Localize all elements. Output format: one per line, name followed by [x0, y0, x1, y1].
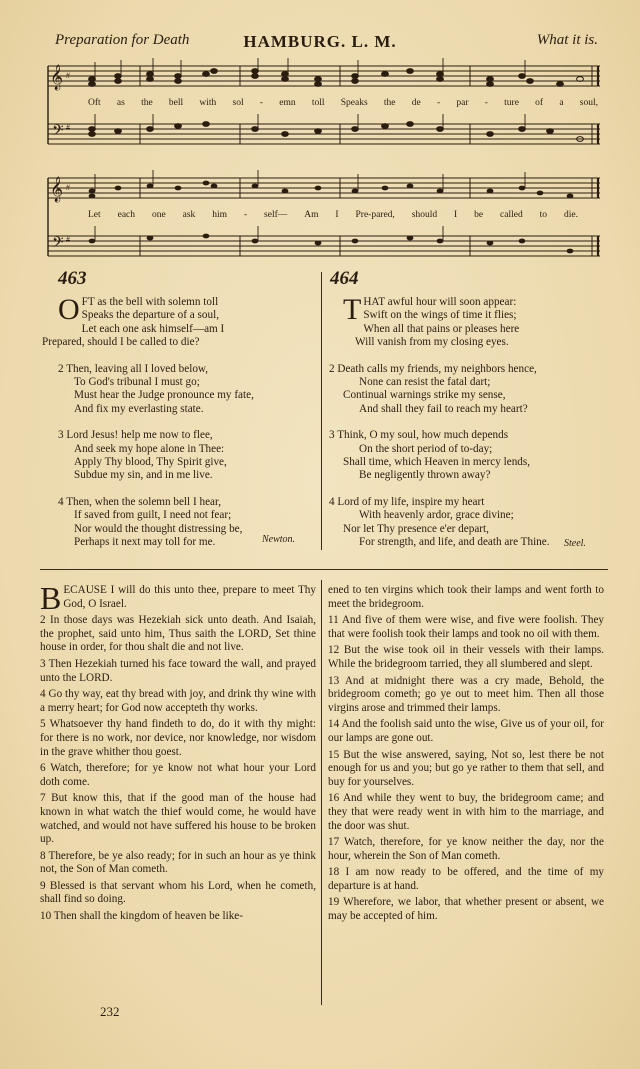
staff-lines-treble-2	[48, 178, 600, 198]
bass-clef-icon: 𝄢	[52, 234, 64, 254]
tune-title: HAMBURG. L. M.	[243, 32, 397, 51]
reading-left-column: BECAUSE I will do this unto thee, prepare to meet Thy God, O Israel. 2 In those days was Hezekiah sick unto death. And Isaiah, the prophet, said unto him, Thus saith the LORD, Set thine house in order, for thou shalt die and not live. 3 Then Hezekiah turned his face toward the wall, and prayed unto the LORD. 4 Go thy way, eat thy bread with joy, and drink thy wine with a merry heart; for God now accepteth thy works. 5 Whatsoever thy hand findeth to do, do it with thy might: for there is no work, nor device, nor knowledge, nor wisdom in the grave whither thou goest. 6 Watch, therefore; for ye know not what hour your Lord doth come. 7 But know this, that if the good man of the house had known in what watch the thief would come, he would have watched, and would not have suffered his house to be broken up. 8 Therefore, be ye also ready; for in such an hour as ye think not, the Son of Man cometh. 9 Blessed is that servant whom his Lord, when he cometh, shall find so doing. 10 Then shall the kingdom of heaven be like-	[40, 580, 316, 923]
svg-text:#: #	[66, 123, 70, 132]
lyric-syllable: Let	[88, 210, 101, 220]
lyric-syllable: one	[151, 210, 166, 220]
lyric-syllable: de	[411, 98, 421, 108]
stems-1	[95, 58, 525, 129]
lyric-syllable: -	[484, 98, 488, 108]
column-divider-reading	[321, 580, 322, 1005]
lyric-syllable: soul,	[579, 98, 598, 108]
hymn-number-463: 463	[58, 268, 87, 289]
lyric-syllable: par	[456, 98, 469, 108]
lyric-syllable: with	[199, 98, 217, 108]
lyric-syllable: called	[500, 210, 523, 220]
lyric-syllable: -	[259, 98, 264, 108]
lyric-syllable: the	[141, 98, 153, 108]
lyric-syllable: Speaks	[340, 98, 368, 108]
svg-text:#: #	[66, 183, 70, 192]
hymn-number-464: 464	[330, 268, 359, 289]
lyric-syllable: a	[559, 98, 564, 108]
lyric-syllable: Pre-pared,	[355, 210, 395, 220]
staff-lines-bass-1	[48, 124, 600, 144]
lyric-syllable: -	[436, 98, 441, 108]
hymn-463-text: O FT as the bell with solemn toll Speaks the departure of a soul, Let each one ask himself—am I Prepared, should I be called to die? 2 Then, leaving all I loved below, To God's tribunal I must go; Must hear the Judge pronounce my fate, And fix my everlasting state. 3 Lord Jesus! help me now to flee, And seek my hope alone in Thee: Apply Thy blood, Thy Spirit give, Subdue my sin, and in me live. 4 Then, when the solemn bell I hear, If saved from guilt, I need not fear; Nor would the thought distressing be, Perhaps it next may toll for me.	[42, 293, 254, 549]
drop-cap: B	[40, 580, 62, 616]
reading-right-column: ened to ten virgins which took their lamps and went forth to meet the bridegroom. 11 And five of them were wise, and five were foolish. They that were foolish took their lamps and took no oil with them. 12 But the wise took oil in their vessels with their lamps. While the bridegroom tarried, they all slumbered and slept. 13 And at midnight there was a cry made, Behold, the bridegroom cometh; go ye out to meet him. Then all those virgins arose and trimmed their lamps. 14 And the foolish said unto the wise, Give us of your oil, for our lamps are gone out. 15 But the wise answered, saying, Not so, lest there be not enough for us and you; but go ye rather to them that sell, and buy for yourselves. 16 And while they went to buy, the bridegroom came; and they that were ready went in with him to the marriage, and the door was shut. 17 Watch, therefore, for ye know neither the day, nor the hour, wherein the Son of Man cometh. 18 I am now ready to be offered, and the time of my departure is at hand. 19 Wherefore, we labor, that whether present or absent, we may be accepted of him.	[328, 584, 604, 923]
page-number: 232	[100, 1004, 120, 1019]
lyric-syllable: die.	[564, 210, 578, 220]
lyric-syllable: ture	[504, 98, 519, 108]
lyric-syllable: self—	[264, 210, 288, 220]
author-steel: Steel.	[564, 538, 586, 549]
svg-text:#: #	[66, 71, 70, 80]
lyric-syllable: emn	[279, 98, 296, 108]
lyric-syllable: sol	[232, 98, 244, 108]
lyric-syllable: each	[117, 210, 136, 220]
lyric-syllable: bell	[168, 98, 184, 108]
lyric-syllable: of	[535, 98, 544, 108]
drop-cap: O	[58, 293, 80, 326]
lyric-syllable: as	[116, 98, 125, 108]
treble-clef-icon: 𝄞	[50, 176, 64, 201]
lyric-syllable: Am	[304, 210, 319, 220]
music-system-1	[0, 58, 640, 158]
treble-clef-icon: 𝄞	[50, 64, 64, 89]
running-head-left: Preparation for Death	[55, 32, 190, 48]
lyrics-line-1	[88, 98, 598, 108]
lyric-syllable: to	[539, 210, 548, 220]
lyric-syllable: should	[411, 210, 438, 220]
staff-lines-bass-2	[48, 236, 600, 256]
hymn-464-text: T HAT awful hour will soon appear: Swift on the wings of time it flies; When all that pains or pleases here Will vanish from my closing eyes. 2 Death calls my friends, my neighbors hence, None can resist the fatal dart; Continual warnings strike my sense, And shall they fail to reach my heart? 3 Think, O my soul, how much depends On the short period of to-day; Shall time, which Heaven in mercy lends, Be negligently thrown away? 4 Lord of my life, inspire my heart With heavenly ardor, grace divine; Nor let Thy presence e'er depart, For strength, and life, and death are Thine.	[329, 293, 550, 549]
lyric-syllable: toll	[311, 98, 325, 108]
author-newton: Newton.	[262, 534, 296, 545]
column-divider-hymns	[321, 272, 322, 550]
lyric-syllable: the	[383, 98, 396, 108]
music-system-2	[0, 170, 640, 270]
drop-cap: T	[343, 293, 362, 326]
staff-lines-treble-1	[48, 66, 600, 86]
bass-clef-icon: 𝄢	[52, 122, 64, 142]
running-head-right: What it is.	[536, 32, 598, 48]
lyric-syllable: him	[212, 210, 227, 220]
svg-text:#: #	[66, 235, 70, 244]
lyrics-line-2	[88, 210, 578, 220]
lyric-syllable: -	[243, 210, 248, 220]
lyric-syllable: I	[335, 210, 339, 220]
lyric-syllable: Oft	[88, 98, 101, 108]
lyric-syllable: be	[474, 210, 484, 220]
lyric-syllable: I	[454, 210, 458, 220]
lyric-syllable: ask	[182, 210, 196, 220]
section-rule	[40, 569, 608, 570]
